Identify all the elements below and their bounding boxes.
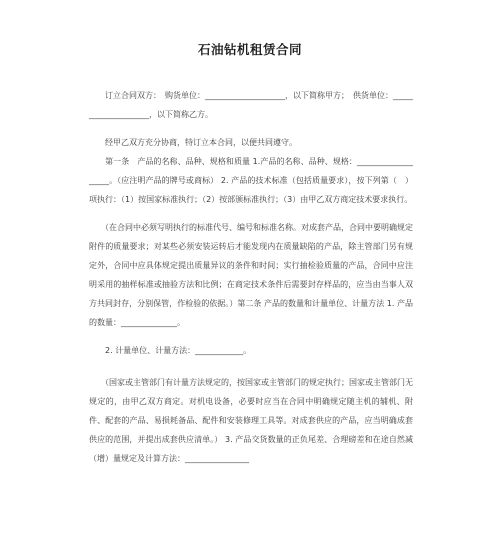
paragraph-measurement-unit: 2. 计量单位、计量方法：____________。 bbox=[89, 346, 252, 355]
document-body bbox=[89, 86, 413, 468]
paragraph-agreement: 经甲乙双方充分协商，特订立本合同，以便共同遵守。 bbox=[89, 138, 297, 147]
document-title: 石油钻机租赁合同 bbox=[197, 42, 302, 57]
paragraph-measurement-note: （国家或主管部门有计量方法规定的，按国家或主管部门的规定执行；国家或主管部门无规定的，由甲乙双方商定。对机电设备，必要时应当在合同中明确规定随主机的辅机、附件、配套的产品、易损耗备品、配件和安装修理工具等。对成套供应的产品，应当明确成套供应的范围，并提出成套供应清单。） 3. 产品交货数量的正负尾差、合理磅差和在途自然减（增）量规定及计算方法：________________ bbox=[89, 378, 413, 463]
paragraph-parties: 订立合同双方： 购货单位：____________________，以下简称甲方； 供货单位：____________________，以下简称乙方。 bbox=[89, 91, 413, 119]
paragraph-article-1: 第一条 产品的名称、品种、规格和质量 1.产品的名称、品种、规格：___________________。（应注明产品的牌号或商标） 2. 产品的技术标准（包括质量要求），按下列第（ ）项执行：（1）按国家标准执行；（2）按部颁标准执行；（3）由甲乙双方商定技术要求执行。 bbox=[89, 157, 413, 204]
paragraph-quality-note: （在合同中必须写明执行的标准代号、编号和标准名称。对成套产品，合同中要明确规定附件的质量要求；对某些必须安装运转后才能发现内在质量缺陷的产品，除主管部门另有规定外，合同中应具体规定提出质量异议的条件和时间；实行抽检验质量的产品，合同中应注明采用的抽样标准或抽验方法和比例；在商定技术条件后需要封存样品的，应当由当事人双方共同封存，分别保管，作检验的依据。）第二条 产品的数量和计量单位、计量方法 1. 产品的数量：______________。 bbox=[89, 223, 413, 327]
